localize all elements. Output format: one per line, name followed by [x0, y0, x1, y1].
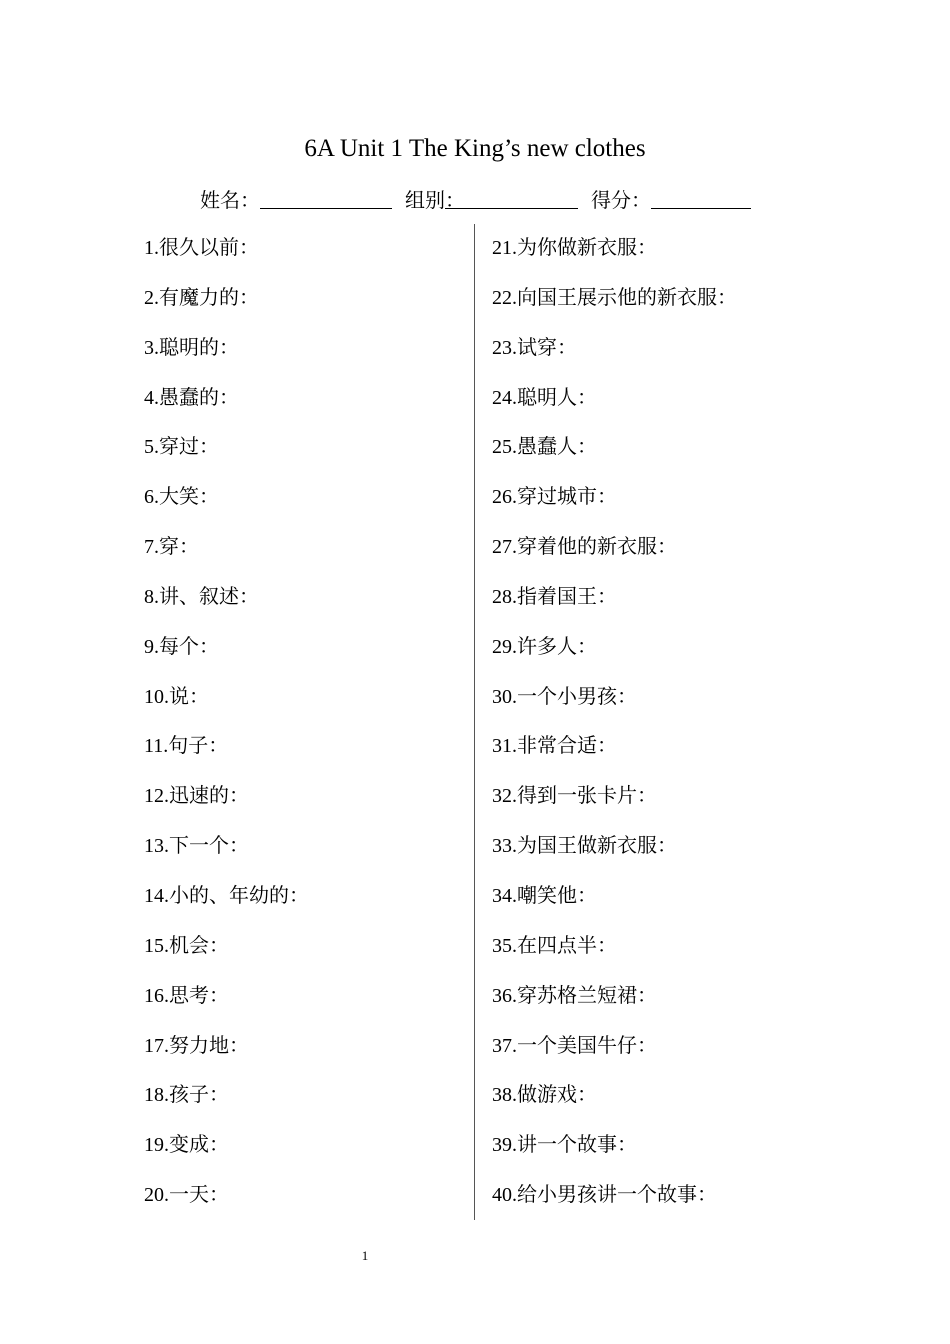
name-blank[interactable]	[260, 186, 392, 209]
group-blank[interactable]	[445, 186, 578, 212]
vocab-item: 22.向国王展示他的新衣服：	[492, 286, 737, 309]
vocab-column-right	[492, 224, 822, 1221]
page-number: 1	[361, 1248, 369, 1263]
vocab-item: 6.大笑：	[144, 486, 219, 509]
score-label: 得分：	[591, 190, 651, 212]
vocab-item: 21.为你做新衣服：	[492, 237, 657, 259]
group-label: 组别	[405, 190, 445, 212]
vocab-item: 10.说：	[144, 685, 209, 708]
vocab-item: 1.很久以前：	[144, 237, 259, 259]
score-blank[interactable]	[651, 186, 751, 209]
vocab-item: 40.给小男孩讲一个故事：	[492, 1184, 717, 1207]
column-divider	[474, 224, 475, 1220]
vocab-item: 35.在四点半：	[492, 934, 617, 957]
vocab-item: 38.做游戏：	[492, 1084, 597, 1107]
vocab-item: 39.讲一个故事：	[492, 1134, 637, 1157]
vocab-item: 23.试穿：	[492, 336, 577, 359]
vocab-item: 2.有魔力的：	[144, 286, 259, 309]
vocab-item: 31.非常合适：	[492, 735, 617, 758]
vocab-item: 37.一个美国牛仔：	[492, 1034, 657, 1057]
vocab-item: 26.穿过城市：	[492, 486, 617, 509]
vocab-item: 18.孩子：	[144, 1084, 229, 1107]
vocab-item: 29.许多人：	[492, 635, 597, 658]
vocab-item: 17.努力地：	[144, 1034, 249, 1057]
vocab-item: 30.一个小男孩：	[492, 685, 637, 708]
vocab-item: 13.下一个：	[144, 835, 249, 858]
vocab-item: 33.为国王做新衣服：	[492, 835, 677, 858]
vocab-item: 24.聪明人：	[492, 386, 597, 409]
vocab-column-left	[144, 224, 464, 1221]
name-label: 姓名：	[200, 190, 260, 212]
vocab-item: 11.句子：	[144, 735, 229, 758]
vocab-item: 16.思考：	[144, 984, 229, 1007]
vocab-item: 15.机会：	[144, 934, 229, 957]
vocab-item: 28.指着国王：	[492, 585, 617, 608]
vocab-item: 12.迅速的：	[144, 785, 249, 808]
vocab-item: 9.每个：	[144, 635, 219, 658]
group-colon: ：	[445, 190, 465, 212]
vocab-item: 36.穿苏格兰短裙：	[492, 984, 657, 1007]
vocab-item: 4.愚蠢的：	[144, 386, 239, 409]
vocab-item: 5.穿过：	[144, 436, 219, 459]
vocab-item: 25.愚蠢人：	[492, 436, 597, 459]
vocab-item: 19.变成：	[144, 1134, 229, 1157]
vocab-item: 14.小的、年幼的：	[144, 884, 309, 907]
vocab-item: 20.一天：	[144, 1184, 229, 1207]
vocab-item: 27.穿着他的新衣服：	[492, 536, 677, 559]
vocab-item: 32.得到一张卡片：	[492, 785, 657, 808]
vocab-item: 3.聪明的：	[144, 336, 239, 359]
page-title: 6A Unit 1 The King’s new clothes	[304, 135, 646, 162]
vocab-item: 34.嘲笑他：	[492, 884, 597, 907]
vocab-item: 8.讲、叙述：	[144, 585, 259, 608]
vocab-item: 7.穿：	[144, 536, 199, 559]
student-info-row	[200, 186, 751, 216]
